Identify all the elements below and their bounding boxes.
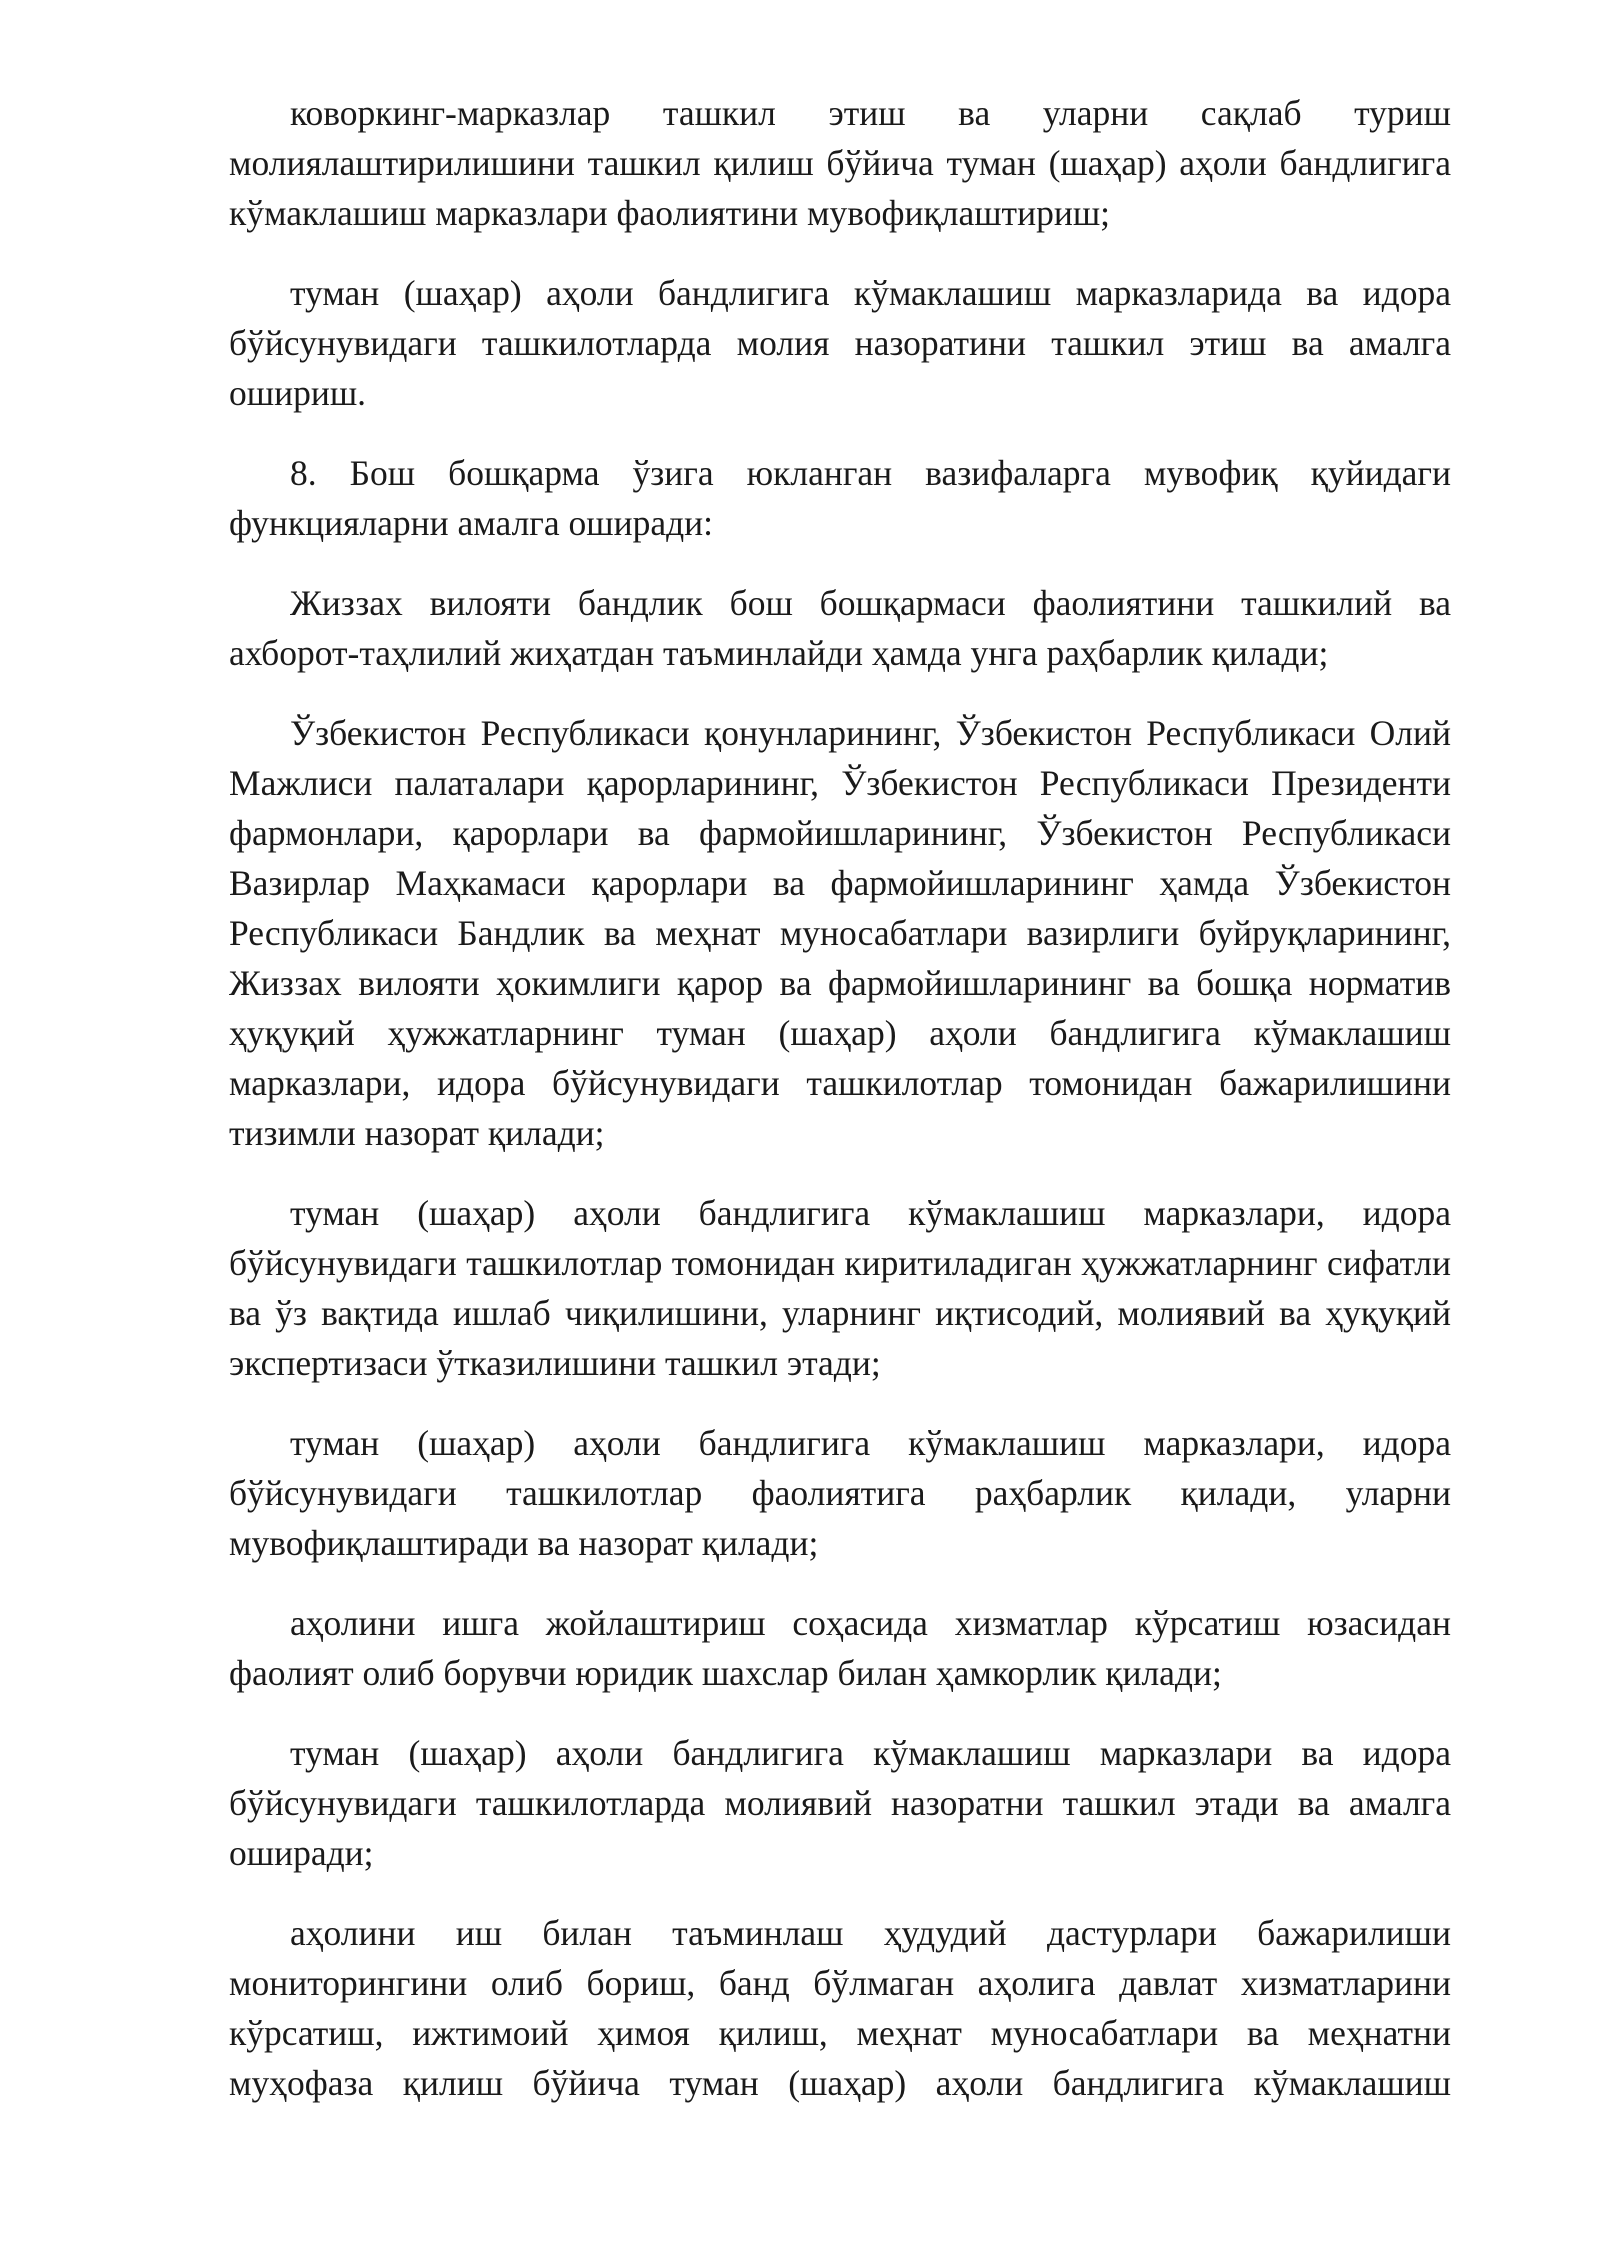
paragraph-document-expertise: туман (шаҳар) аҳоли бандлигига кўмаклашиш марказлари, идора бўйсунувидаги ташкилотлар томонидан киритиладиган ҳужжатларнинг сифатли ва ўз вақтида ишлаб чиқилишини, уларнинг иқтисодий, молиявий ва ҳуқуқий экспертизаси ўтказилишини ташкил этади; xyxy=(229,1193,1451,1383)
paragraph-financial-control: туман (шаҳар) аҳоли бандлигига кўмаклашиш марказларида ва идора бўйсунувидаги ташкилотларда молия назоратини ташкил этиш ва амалга ошириш. xyxy=(229,273,1451,413)
paragraph-employment-programs: аҳолини иш билан таъминлаш ҳудудий дастурлари бажарилиши мониторингини олиб бориш, банд бўлмаган аҳолига давлат хизматларини кўрсатиш, ижтимоий ҳимоя қилиш, меҳнат муносабатлари ва меҳнатни муҳофаза қилиш бўйича туман (шаҳар) аҳоли бандлигига кўмаклашиш xyxy=(229,1913,1451,2103)
paragraph-jizzakh-management: Жиззах вилояти бандлик бош бошқармаси фаолиятини ташкилий ва ахборот-таҳлилий жиҳатдан таъминлайди ҳамда унга раҳбарлик қилади; xyxy=(229,583,1451,673)
paragraph-section-8: 8. Бош бошқарма ўзига юкланган вазифаларга мувофиқ қуйидаги функцияларни амалга оширади: xyxy=(229,453,1451,543)
paragraph-financial-oversight: туман (шаҳар) аҳоли бандлигига кўмаклашиш марказлари ва идора бўйсунувидаги ташкилотларда молиявий назоратни ташкил этади ва амалга оширади; xyxy=(229,1733,1451,1873)
document-page xyxy=(229,88,1451,2108)
paragraph-leadership: туман (шаҳар) аҳоли бандлигига кўмаклашиш марказлари, идора бўйсунувидаги ташкилотлар фаолиятига раҳбарлик қилади, уларни мувофиқлаштиради ва назорат қилади; xyxy=(229,1423,1451,1563)
paragraph-coworking: коворкинг-марказлар ташкил этиш ва уларни сақлаб туриш молиялаштирилишини ташкил қилиш бўйича туман (шаҳар) аҳоли бандлигига кўмаклашиш марказлари фаолиятини мувофиқлаштириш; xyxy=(229,93,1451,233)
paragraph-cooperation: аҳолини ишга жойлаштириш соҳасида хизматлар кўрсатиш юзасидан фаолият олиб борувчи юридик шахслар билан ҳамкорлик қилади; xyxy=(229,1603,1451,1693)
paragraph-legal-acts-control: Ўзбекистон Республикаси қонунларининг, Ўзбекистон Республикаси Олий Мажлиси палаталари қарорларининг, Ўзбекистон Республикаси Президенти фармонлари, қарорлари ва фармойишларининг, Ўзбекистон Республикаси Вазирлар Маҳкамаси қарорлари ва фармойишларининг ҳамда Ўзбекистон Республикаси Бандлик ва меҳнат муносабатлари вазирлиги буйруқларининг, Жиззах вилояти ҳокимлиги қарор ва фармойишларининг ва бошқа норматив ҳуқуқий ҳужжатларнинг туман (шаҳар) аҳоли бандлигига кўмаклашиш марказлари, идора бўйсунувидаги ташкилотлар томонидан бажарилишини тизимли назорат қилади; xyxy=(229,713,1451,1153)
